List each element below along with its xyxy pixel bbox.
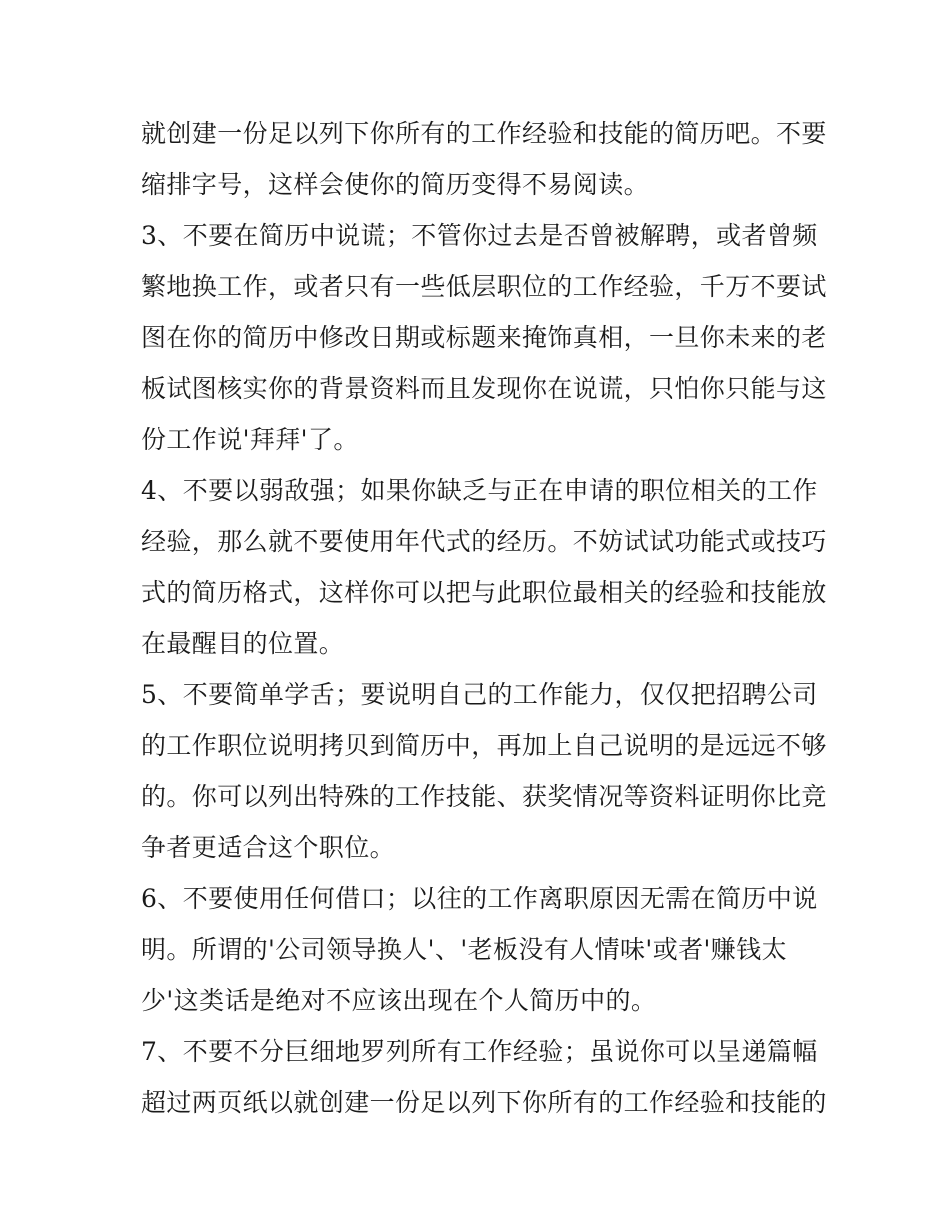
- text-line: 板试图核实你的背景资料而且发现你在说谎，只怕你只能与这: [141, 374, 827, 403]
- document-body: [141, 108, 827, 1128]
- text-line: 份工作说'拜拜'了。: [141, 425, 359, 454]
- text-line: 争者更适合这个职位。: [141, 833, 396, 862]
- text-line: 图在你的简历中修改日期或标题来掩饰真相，一旦你未来的老: [141, 323, 827, 352]
- text-line: 4、不要以弱敌强；如果你缺乏与正在申请的职位相关的工作: [141, 476, 818, 505]
- text-line: 就创建一份足以列下你所有的工作经验和技能的简历吧。不要: [141, 119, 827, 148]
- text-line: 6、不要使用任何借口；以往的工作离职原因无需在简历中说: [141, 884, 818, 913]
- text-line: 式的简历格式，这样你可以把与此职位最相关的经验和技能放: [141, 578, 827, 607]
- text-line: 明。所谓的'公司领导换人'、'老板没有人情味'或者'赚钱太: [141, 935, 787, 964]
- text-line: 超过两页纸以就创建一份足以列下你所有的工作经验和技能的: [141, 1088, 827, 1117]
- text-line: 的。你可以列出特殊的工作技能、获奖情况等资料证明你比竞: [141, 782, 827, 811]
- text-line: 3、不要在简历中说谎；不管你过去是否曾被解聘，或者曾频: [141, 221, 818, 250]
- text-line: 的工作职位说明拷贝到简历中，再加上自己说明的是远远不够: [141, 731, 827, 760]
- text-line: 在最醒目的位置。: [141, 629, 345, 658]
- text-line: 繁地换工作，或者只有一些低层职位的工作经验，千万不要试: [141, 272, 827, 301]
- text-line: 经验，那么就不要使用年代式的经历。不妨试试功能式或技巧: [141, 527, 827, 556]
- text-line: 缩排字号，这样会使你的简历变得不易阅读。: [141, 170, 650, 199]
- text-line: 少'这类话是绝对不应该出现在个人简历中的。: [141, 986, 657, 1015]
- text-line: 5、不要简单学舌；要说明自己的工作能力，仅仅把招聘公司: [141, 680, 818, 709]
- text-line: 7、不要不分巨细地罗列所有工作经验；虽说你可以呈递篇幅: [141, 1037, 818, 1066]
